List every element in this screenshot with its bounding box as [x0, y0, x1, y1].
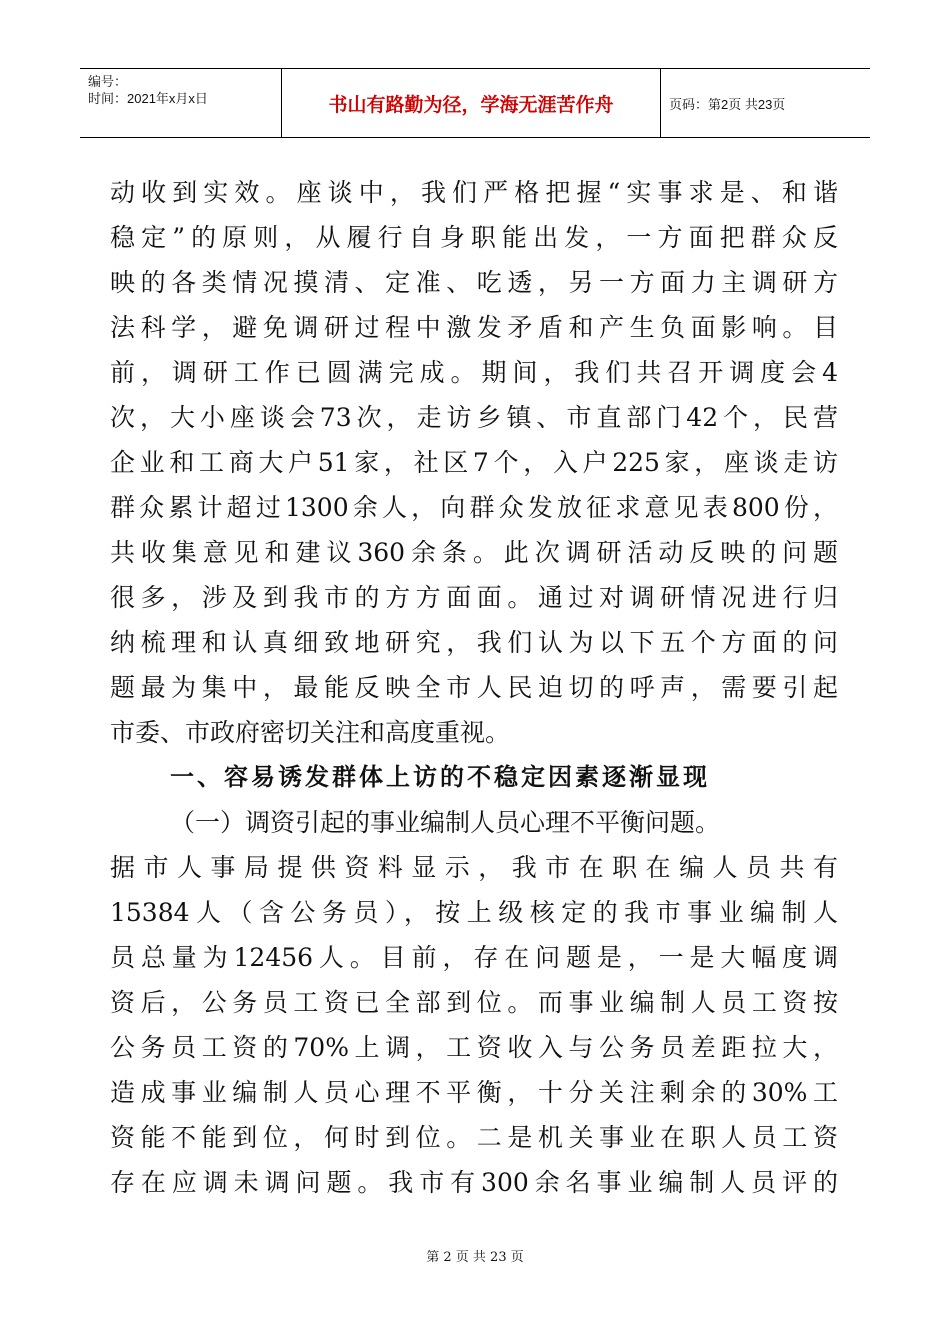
paragraph-line: 资能不能到位，何时到位。二是机关事业在职人员工资: [110, 1123, 838, 1152]
section-heading: 一、容易诱发群体上访的不稳定因素逐渐显现: [170, 763, 710, 791]
paragraph-line: 市委、市政府密切关注和高度重视。: [110, 718, 511, 747]
number-label: 编号：: [88, 74, 128, 89]
paragraph-line: 动收到实效。座谈中，我们严格把握“实事求是、和谐: [110, 178, 838, 207]
paragraph-line: 15384人（含公务员），按上级核定的我市事业编制人: [110, 898, 838, 927]
page-header: [80, 68, 870, 138]
paragraph-line: 公务员工资的70%上调，工资收入与公务员差距拉大，: [110, 1033, 838, 1062]
paragraph-line: 据市人事局提供资料显示，我市在职在编人员共有: [110, 853, 838, 882]
paragraph-line: 法科学，避免调研过程中激发矛盾和产生负面影响。目: [110, 313, 838, 342]
paragraph-line: 造成事业编制人员心理不平衡，十分关注剩余的30%工: [110, 1078, 838, 1107]
paragraph-line: 资后，公务员工资已全部到位。而事业编制人员工资按: [110, 988, 838, 1017]
paragraph-line: 映的各类情况摸清、定准、吃透，另一方面力主调研方: [110, 268, 838, 297]
paragraph-line: 题最为集中，最能反映全市人民迫切的呼声，需要引起: [110, 673, 838, 702]
paragraph-line: 群众累计超过1300余人，向群众发放征求意见表800份，: [110, 493, 838, 522]
document-body: [110, 170, 838, 1205]
paragraph-line: 企业和工商大户51家，社区7个，入户225家，座谈走访: [110, 448, 838, 477]
sub-heading: （一）调资引起的事业编制人员心理不平衡问题。: [170, 808, 721, 837]
header-motto: 书山有路勤为径，学海无涯苦作舟: [282, 69, 661, 137]
paragraph-line: 前，调研工作已圆满完成。期间，我们共召开调度会4: [110, 358, 838, 387]
paragraph-line: 存在应调未调问题。我市有300余名事业编制人员评的: [110, 1168, 838, 1197]
page-footer: 第 2 页 共 23 页: [426, 1250, 524, 1265]
paragraph-line: 很多，涉及到我市的方方面面。通过对调研情况进行归: [110, 583, 838, 612]
paragraph-line: 员总量为12456人。目前，存在问题是，一是大幅度调: [110, 943, 838, 972]
paragraph-line: 稳定”的原则，从履行自身职能出发，一方面把群众反: [110, 223, 838, 252]
paragraph-line: 纳梳理和认真细致地研究，我们认为以下五个方面的问: [110, 628, 838, 657]
paragraph-line: 共收集意见和建议360余条。此次调研活动反映的问题: [110, 538, 838, 567]
header-meta: [80, 69, 282, 137]
paragraph-line: 次，大小座谈会73次，走访乡镇、市直部门42个，民营: [110, 403, 838, 432]
header-page-code: 页码：第2页 共23页: [669, 96, 786, 112]
time-label: 时间：2021年x月x日: [88, 91, 208, 106]
